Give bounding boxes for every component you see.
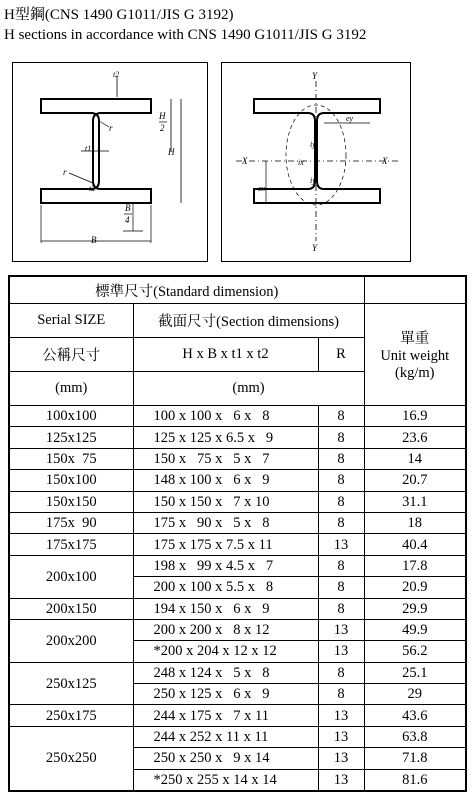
serial-size-cell: 150x150 bbox=[9, 491, 133, 512]
radius-cell: 13 bbox=[318, 726, 364, 747]
radius-cell: 8 bbox=[318, 448, 364, 469]
unit-weight-cell: 71.8 bbox=[364, 748, 466, 769]
table-row bbox=[9, 491, 466, 512]
radius-cell: 8 bbox=[318, 555, 364, 576]
title-english: H sections in accordance with CNS 1490 G1011/JIS G 3192 bbox=[4, 27, 367, 43]
radius-cell: 8 bbox=[318, 406, 364, 427]
radius-cell: 13 bbox=[318, 641, 364, 662]
dimensions-cell: 244 x 252 x 11 x 11 bbox=[133, 726, 318, 747]
label-ex: ex bbox=[258, 184, 266, 193]
unit-weight-cell: 23.6 bbox=[364, 427, 466, 448]
weight-header-top-blank bbox=[364, 276, 466, 304]
serial-size-cell: 175x 90 bbox=[9, 512, 133, 533]
unit-weight-cell: 25.1 bbox=[364, 662, 466, 683]
unit-weight-cell: 29 bbox=[364, 684, 466, 705]
dimensions-cell: 248 x 124 x 5 x 8 bbox=[133, 662, 318, 683]
unit-weight-cell: 17.8 bbox=[364, 555, 466, 576]
dimensions-cell: 175 x 90 x 5 x 8 bbox=[133, 512, 318, 533]
serial-size-cell: 200x100 bbox=[9, 555, 133, 598]
table-row bbox=[9, 726, 466, 747]
unit-weight-cell: 56.2 bbox=[364, 641, 466, 662]
label-ix: ix bbox=[298, 158, 304, 167]
radius-cell: 13 bbox=[318, 619, 364, 640]
serial-size-cell: 100x100 bbox=[9, 406, 133, 427]
label-r-top: r bbox=[109, 123, 113, 133]
dimensions-cell: 148 x 100 x 6 x 9 bbox=[133, 470, 318, 491]
radius-cell: 13 bbox=[318, 705, 364, 726]
table-row bbox=[9, 512, 466, 533]
table-body bbox=[9, 406, 466, 792]
radius-cell: 8 bbox=[318, 598, 364, 619]
label-t2-bottom: t2 bbox=[89, 184, 96, 193]
section-dimensions-header: 截面尺寸(Section dimensions) bbox=[133, 304, 364, 338]
serial-size-cell: 125x125 bbox=[9, 427, 133, 448]
label-ey: ey bbox=[346, 114, 354, 123]
label-t2-top: t2 bbox=[113, 70, 120, 79]
unit-weight-unit: (kg/m) bbox=[395, 365, 435, 381]
serial-size-cell: 250x250 bbox=[9, 726, 133, 791]
label-y-bottom: Y bbox=[312, 243, 318, 253]
r-header: R bbox=[318, 338, 364, 372]
table-row bbox=[9, 555, 466, 576]
label-b-quarter-denominator: 4 bbox=[125, 215, 130, 225]
unit-weight-en: Unit weight bbox=[380, 348, 450, 364]
h-section-spec-table bbox=[8, 275, 467, 792]
dims-formula-header: H x B x t1 x t2 bbox=[133, 338, 318, 372]
radius-cell: 8 bbox=[318, 470, 364, 491]
dimensions-cell: 200 x 100 x 5.5 x 8 bbox=[133, 577, 318, 598]
label-y-top: Y bbox=[312, 71, 318, 81]
label-h: H bbox=[168, 147, 175, 157]
radius-cell: 8 bbox=[318, 662, 364, 683]
dimensions-cell: 125 x 125 x 6.5 x 9 bbox=[133, 427, 318, 448]
serial-size-cell: 250x125 bbox=[9, 662, 133, 705]
dimensions-cell: 100 x 100 x 6 x 8 bbox=[133, 406, 318, 427]
standard-dimension-header: 標準尺寸(Standard dimension) bbox=[9, 276, 364, 304]
unit-weight-zh: 單重 bbox=[400, 331, 430, 347]
table-row bbox=[9, 705, 466, 726]
dimensions-cell: 175 x 175 x 7.5 x 11 bbox=[133, 534, 318, 555]
serial-size-en-header: Serial SIZE bbox=[9, 304, 133, 338]
radius-cell: 13 bbox=[318, 769, 364, 791]
dimensions-cell: 200 x 200 x 8 x 12 bbox=[133, 619, 318, 640]
radius-cell: 13 bbox=[318, 748, 364, 769]
radius-cell: 8 bbox=[318, 577, 364, 598]
label-b: B bbox=[91, 235, 97, 245]
serial-size-cell: 175x175 bbox=[9, 534, 133, 555]
unit-weight-cell: 20.9 bbox=[364, 577, 466, 598]
h-section-axis-figure bbox=[221, 62, 411, 262]
serial-size-cell: 200x200 bbox=[9, 619, 133, 662]
unit-weight-cell: 43.6 bbox=[364, 705, 466, 726]
label-h-half: H bbox=[159, 111, 166, 121]
table-row bbox=[9, 598, 466, 619]
dimensions-cell: 250 x 250 x 9 x 14 bbox=[133, 748, 318, 769]
table-row bbox=[9, 406, 466, 427]
unit-weight-cell: 81.6 bbox=[364, 769, 466, 791]
table-row bbox=[9, 619, 466, 640]
label-iy-lower: iy bbox=[310, 176, 316, 185]
unit-weight-cell: 16.9 bbox=[364, 406, 466, 427]
label-b-quarter: B bbox=[125, 203, 131, 213]
dimensions-cell: 250 x 125 x 6 x 9 bbox=[133, 684, 318, 705]
dimensions-cell: *200 x 204 x 12 x 12 bbox=[133, 641, 318, 662]
label-x-right: X bbox=[382, 156, 388, 166]
radius-cell: 8 bbox=[318, 491, 364, 512]
unit-weight-cell: 49.9 bbox=[364, 619, 466, 640]
unit-weight-cell: 63.8 bbox=[364, 726, 466, 747]
table-row bbox=[9, 470, 466, 491]
radius-cell: 13 bbox=[318, 534, 364, 555]
dimensions-cell: *250 x 255 x 14 x 14 bbox=[133, 769, 318, 791]
radius-cell: 8 bbox=[318, 512, 364, 533]
dimensions-cell: 150 x 75 x 5 x 7 bbox=[133, 448, 318, 469]
unit-weight-cell: 20.7 bbox=[364, 470, 466, 491]
dimensions-cell: 194 x 150 x 6 x 9 bbox=[133, 598, 318, 619]
radius-cell: 8 bbox=[318, 684, 364, 705]
radius-cell: 8 bbox=[318, 427, 364, 448]
label-iy-upper: iy bbox=[310, 140, 316, 149]
table-row bbox=[9, 427, 466, 448]
unit-weight-cell: 31.1 bbox=[364, 491, 466, 512]
dims-unit: (mm) bbox=[133, 372, 364, 406]
serial-size-cell: 250x175 bbox=[9, 705, 133, 726]
serial-size-zh-header: 公稱尺寸 bbox=[9, 338, 133, 372]
table-row bbox=[9, 448, 466, 469]
h-section-dimension-figure bbox=[12, 62, 208, 262]
h-section-outline-axes bbox=[254, 99, 380, 203]
label-r-bottom: r bbox=[63, 167, 67, 177]
title-chinese: H型鋼(CNS 1490 G1011/JIS G 3192) bbox=[4, 7, 234, 23]
label-h-half-denominator: 2 bbox=[160, 123, 165, 133]
label-x-left: X bbox=[242, 156, 248, 166]
label-t1: t1 bbox=[85, 144, 92, 153]
serial-size-cell: 200x150 bbox=[9, 598, 133, 619]
dimensions-cell: 198 x 99 x 4.5 x 7 bbox=[133, 555, 318, 576]
serial-size-unit: (mm) bbox=[9, 372, 133, 406]
serial-size-cell: 150x100 bbox=[9, 470, 133, 491]
table-row bbox=[9, 534, 466, 555]
unit-weight-header bbox=[364, 304, 466, 406]
dimensions-cell: 150 x 150 x 7 x 10 bbox=[133, 491, 318, 512]
dimensions-cell: 244 x 175 x 7 x 11 bbox=[133, 705, 318, 726]
unit-weight-cell: 40.4 bbox=[364, 534, 466, 555]
unit-weight-cell: 29.9 bbox=[364, 598, 466, 619]
serial-size-cell: 150x 75 bbox=[9, 448, 133, 469]
unit-weight-cell: 18 bbox=[364, 512, 466, 533]
table-row bbox=[9, 662, 466, 683]
unit-weight-cell: 14 bbox=[364, 448, 466, 469]
